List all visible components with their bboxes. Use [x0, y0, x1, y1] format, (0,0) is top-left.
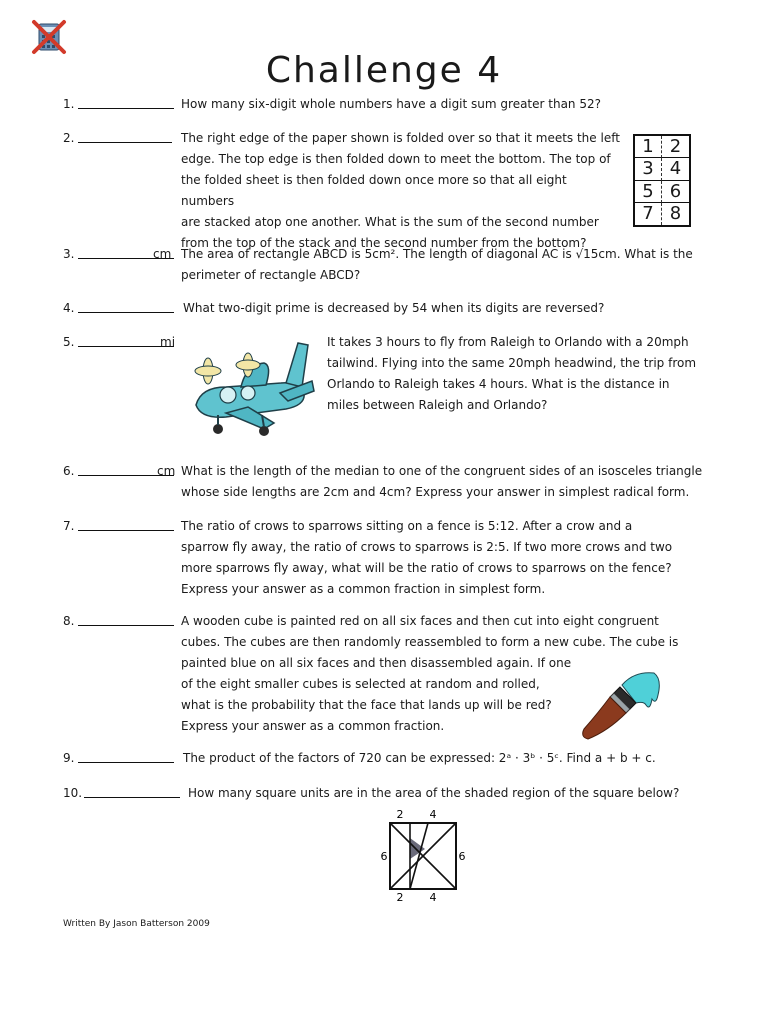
question-number: 1. [63, 97, 75, 111]
answer-blank[interactable] [78, 762, 174, 763]
answer-unit: cm [157, 464, 176, 478]
grid-cell: 5 [635, 181, 662, 203]
question-line: What two-digit prime is decreased by 54 when its digits are reversed? [183, 301, 605, 315]
question-line: sparrow fly away, the ratio of crows to sparrows is 2:5. If two more crows and two [181, 540, 673, 554]
question-line: miles between Raleigh and Orlando? [327, 398, 548, 412]
question-line: It takes 3 hours to fly from Raleigh to Orlando with a 20mph [327, 335, 689, 349]
question-text [181, 94, 601, 115]
question-line: The area of rectangle ABCD is 5cm². The length of diagonal AC is √15cm. What is the [181, 247, 693, 261]
shaded-square-figure [374, 805, 474, 905]
label-bottom-left: 2 [396, 891, 404, 904]
grid-cell: 6 [662, 181, 689, 203]
question-text [181, 516, 672, 600]
paintbrush-icon [574, 665, 664, 745]
answer-blank[interactable] [78, 625, 174, 626]
question-line: The product of the factors of 720 can be expressed: 2ᵃ · 3ᵇ · 5ᶜ. Find a + b + c. [183, 751, 656, 765]
question-line: the folded sheet is then folded down once more so that all eight numbers [181, 173, 567, 208]
question-text [183, 298, 604, 319]
question-line: What is the length of the median to one of the congruent sides of an isosceles triangle [181, 464, 703, 478]
label-top-left: 2 [396, 808, 404, 821]
question-line: The ratio of crows to sparrows sitting on a fence is 5:12. After a crow and a [181, 519, 633, 533]
question-7 [63, 516, 753, 604]
question-number: 7. [63, 519, 75, 533]
question-text [181, 128, 623, 254]
answer-unit: mi [160, 335, 176, 349]
question-3 [63, 244, 753, 288]
question-line: Express your answer as a common fraction in simplest form. [181, 582, 546, 596]
grid-cell: 8 [669, 203, 682, 225]
grid-cell: 1 [635, 136, 662, 158]
grid-cell: 4 [662, 158, 689, 180]
question-text [181, 244, 693, 286]
question-6 [63, 461, 753, 505]
label-left: 6 [380, 850, 388, 863]
question-line: painted blue on all six faces and then disassembled again. If one [181, 656, 572, 670]
label-bottom-right: 4 [429, 891, 437, 904]
question-4 [63, 298, 743, 320]
page-title: Challenge 4 [265, 50, 503, 92]
question-line: of the eight smaller cubes is selected at random and rolled, [181, 677, 540, 691]
question-line: tailwind. Flying into the same 20mph headwind, the trip from [327, 356, 697, 370]
label-right: 6 [458, 850, 466, 863]
question-number: 4. [63, 301, 75, 315]
question-line: cubes. The cubes are then randomly reassembled to form a new cube. The cube is [181, 635, 679, 649]
question-line: from the top of the stack and the second number from the bottom? [181, 236, 587, 250]
question-line: A wooden cube is painted red on all six faces and then cut into eight congruent [181, 614, 659, 628]
question-2 [63, 128, 623, 250]
answer-blank[interactable] [78, 142, 172, 143]
label-top-right: 4 [429, 808, 437, 821]
question-line: Express your answer as a common fraction. [181, 719, 445, 733]
answer-blank[interactable] [84, 797, 180, 798]
question-number: 6. [63, 464, 75, 478]
grid-cell: 2 [662, 136, 689, 158]
question-number: 2. [63, 131, 75, 145]
question-line: edge. The top edge is then folded down to meet the bottom. The top of [181, 152, 611, 166]
question-line: Orlando to Raleigh takes 4 hours. What is the distance in [327, 377, 670, 391]
question-9 [63, 748, 753, 770]
paper-number-grid [633, 134, 691, 227]
question-1 [63, 94, 743, 116]
question-line: more sparrows fly away, what will be the ratio of crows to sparrows on the fence? [181, 561, 672, 575]
question-line: How many six-digit whole numbers have a digit sum greater than 52? [181, 97, 601, 111]
answer-blank[interactable] [78, 312, 174, 313]
question-text [183, 748, 656, 769]
question-number: 8. [63, 614, 75, 628]
answer-blank[interactable] [78, 530, 174, 531]
question-number: 3. [63, 247, 75, 261]
question-number: 10. [63, 786, 83, 800]
question-text [327, 332, 696, 416]
question-line: what is the probability that the face that lands up will be red? [181, 698, 552, 712]
question-line: The right edge of the paper shown is folded over so that it meets the left [181, 131, 620, 145]
answer-unit: cm [153, 247, 172, 261]
question-line: are stacked atop one another. What is the sum of the second number [181, 215, 599, 229]
question-number: 9. [63, 751, 75, 765]
question-line: perimeter of rectangle ABCD? [181, 268, 361, 282]
grid-cell: 7 [635, 203, 662, 225]
airplane-icon [186, 335, 316, 445]
question-text [181, 461, 702, 503]
question-10 [63, 783, 753, 805]
author-credit: Written By Jason Batterson 2009 [63, 919, 210, 929]
question-line: How many square units are in the area of the shaded region of the square below? [188, 786, 680, 800]
question-text [188, 783, 679, 804]
question-line: whose side lengths are 2cm and 4cm? Express your answer in simplest radical form. [181, 485, 690, 499]
question-5 [63, 332, 703, 420]
question-number: 5. [63, 335, 75, 349]
grid-cell: 3 [635, 158, 662, 180]
answer-blank[interactable] [78, 108, 174, 109]
